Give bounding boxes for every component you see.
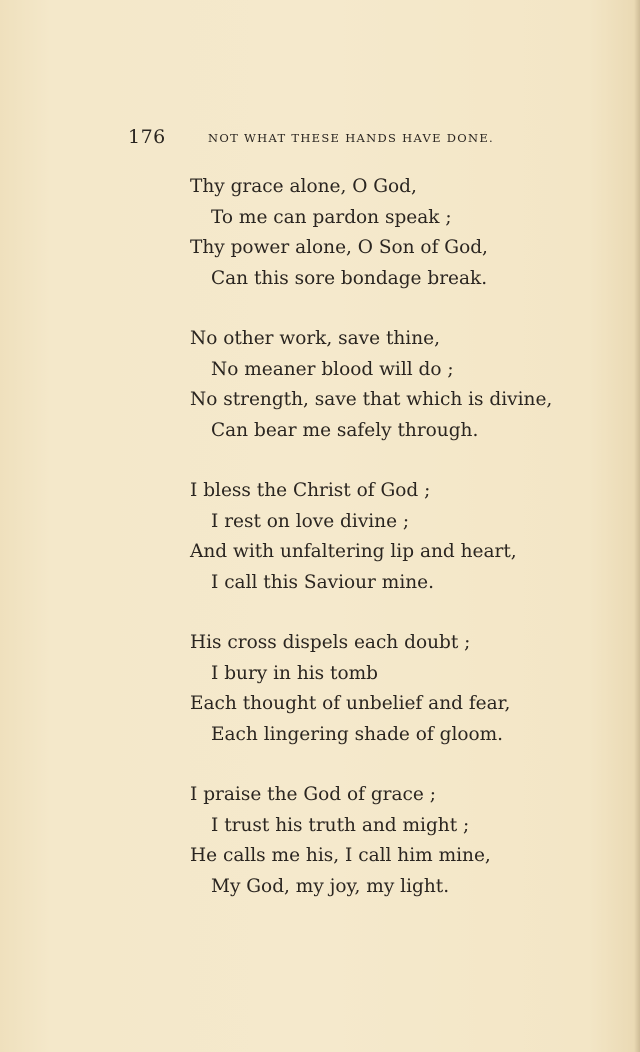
stanza-2 [0, 324, 640, 446]
poem-line: I bury in his tomb [211, 662, 378, 684]
stanza-1 [0, 172, 640, 294]
page-number: 176 [128, 126, 166, 148]
page-header [0, 126, 640, 150]
poem-line: He calls me his, I call him mine, [190, 845, 491, 866]
poem-line: Thy grace alone, O God, [190, 176, 417, 197]
poem-line: Thy power alone, O Son of God, [190, 237, 488, 258]
poem-line: I trust his truth and might ; [211, 814, 470, 836]
poem-line: I praise the God of grace ; [190, 784, 436, 805]
poem-line: Each thought of unbelief and fear, [190, 693, 511, 714]
stanza-5 [0, 780, 640, 902]
poem-line: No meaner blood will do ; [211, 358, 454, 380]
poem-line: To me can pardon speak ; [211, 206, 452, 228]
stanza-3 [0, 476, 640, 598]
poem-line: I bless the Christ of God ; [190, 480, 431, 501]
poem-line: I call this Saviour mine. [211, 571, 434, 593]
poem-line: My God, my joy, my light. [211, 875, 450, 897]
poem-line: Each lingering shade of gloom. [211, 723, 504, 745]
poem-line: No other work, save thine, [190, 328, 440, 349]
poem-line: Can bear me safely through. [211, 419, 479, 441]
poem [0, 172, 640, 932]
poem-line: Can this sore bondage break. [211, 267, 488, 289]
poem-line: His cross dispels each doubt ; [190, 632, 471, 653]
poem-line: And with unfaltering lip and heart, [190, 541, 517, 562]
stanza-4 [0, 628, 640, 750]
poem-line: I rest on love divine ; [211, 510, 410, 532]
running-head: NOT WHAT THESE HANDS HAVE DONE. [208, 131, 495, 145]
poem-line: No strength, save that which is divine, [190, 389, 553, 410]
